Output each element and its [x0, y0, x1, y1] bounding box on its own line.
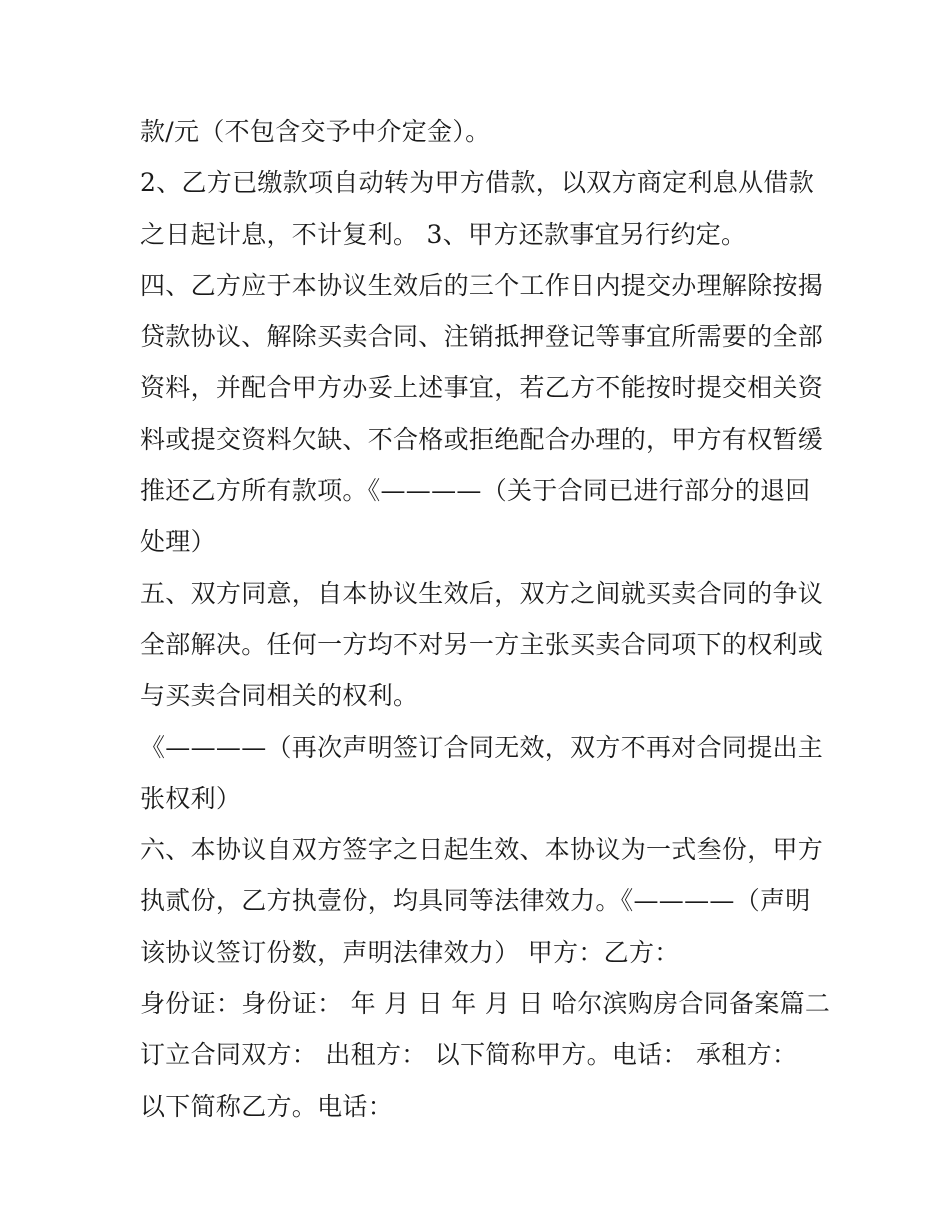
- text-line: 该协议签订份数，声明法律效力） 甲方：乙方：: [140, 937, 680, 967]
- text-line: 推还乙方所有款项。《————（关于合同已进行部分的退回: [140, 476, 811, 506]
- text-line: 款/元（不包含交予中介定金）。: [140, 117, 491, 146]
- text-line: 《————（再次声明签订合同无效，双方不再对合同提出主: [140, 732, 824, 762]
- text-line: 之日起计息，不计复利。 3、甲方还款事宜另行约定。: [140, 219, 747, 249]
- text-line: 订立合同双方： 出租方： 以下简称甲方。电话： 承租方：: [140, 1040, 798, 1070]
- text-line: 料或提交资料欠缺、不合格或拒绝配合办理的，甲方有权暂缓: [140, 424, 824, 454]
- text-line: 执贰份，乙方执壹份，均具同等法律效力。《————（声明: [140, 886, 811, 916]
- text-line: 身份证：身份证： 年 月 日 年 月 日 哈尔滨购房合同备案篇二: [140, 989, 831, 1019]
- text-line: 2、乙方已缴款项自动转为甲方借款，以双方商定利息从借款: [140, 168, 815, 198]
- text-line: 四、乙方应于本协议生效后的三个工作日内提交办理解除按揭: [140, 270, 824, 300]
- document-body: [140, 106, 830, 1132]
- text-line: 贷款协议、解除买卖合同、注销抵押登记等事宜所需要的全部: [140, 322, 824, 352]
- text-line: 资料，并配合甲方办妥上述事宜，若乙方不能按时提交相关资: [140, 373, 824, 403]
- text-line: 与买卖合同相关的权利。: [140, 681, 419, 711]
- text-line: 以下简称乙方。电话：: [140, 1091, 394, 1121]
- text-line: 处理）: [140, 527, 216, 557]
- text-line: 全部解决。任何一方均不对另一方主张买卖合同项下的权利或: [140, 629, 824, 659]
- text-line: 六、本协议自双方签字之日起生效、本协议为一式叁份，甲方: [140, 835, 824, 865]
- text-line: 五、双方同意，自本协议生效后，双方之间就买卖合同的争议: [140, 578, 824, 608]
- text-line: 张权利）: [140, 783, 242, 813]
